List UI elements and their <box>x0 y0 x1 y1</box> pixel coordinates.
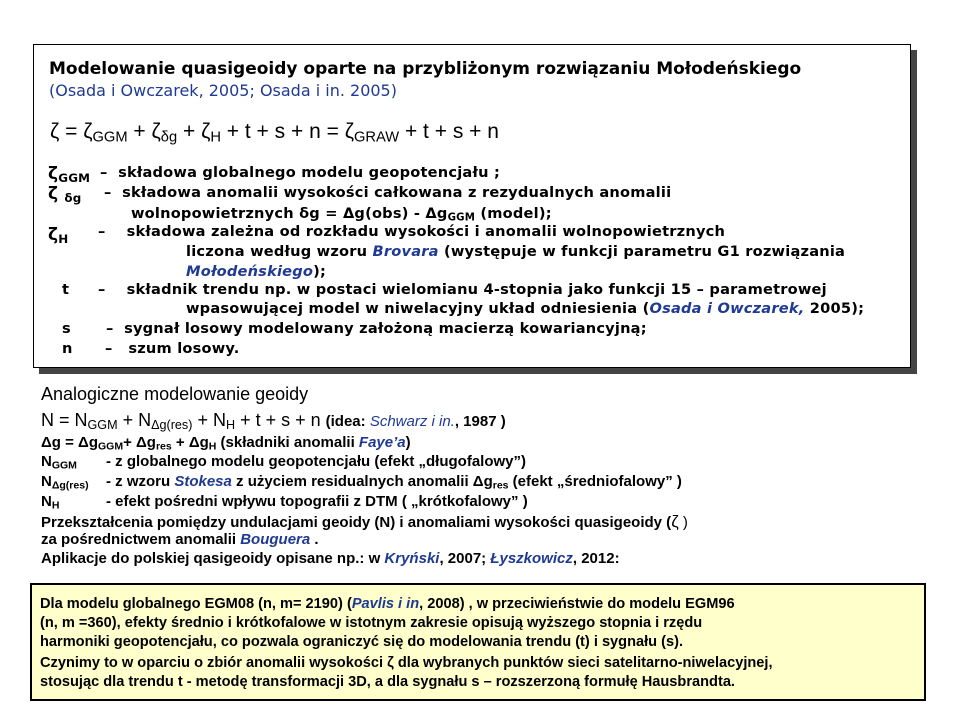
n-dgres-symbol: $N_{\Delta g(res)}$ <box>41 473 89 492</box>
sym-zeta-h: $\zeta_H$ <box>48 225 69 246</box>
item-h-cont2: Mołodeńskiego); <box>186 263 327 280</box>
ref-faye: Faye’a <box>358 434 406 451</box>
ref-osada-owczarek: Osada i Owczarek, <box>649 300 805 317</box>
ref-stokes: Stokesa <box>174 473 232 490</box>
n-h-symbol: $N_H$ <box>41 493 60 512</box>
panel-citation: (Osada i Owczarek, 2005; Osada i in. 2005) <box>49 81 397 100</box>
item-ggm: – składowa globalnego modelu geopotencjału ; <box>100 164 500 181</box>
geoid-equation: $N = N_{GGM} + N_{\Delta g(res)} + N_H + t + s + n$ (idea: Schwarz i in., 1987 ) <box>41 410 506 433</box>
egm08-line-2: (n, m =360), efekty średnio i krótkofalowe w istotnym zakresie opisują wyższego stopnia i rzędu <box>40 615 703 631</box>
sym-s: s <box>62 320 71 337</box>
sym-t: t <box>62 281 70 298</box>
n-dgres-desc: - z wzoru Stokesa z użyciem residualnych anomalii $\Delta g_{res}$ (efekt „średniofalowy” ) <box>106 473 682 492</box>
panel-title: Modelowanie quasigeoidy oparte na przybliżonym rozwiązaniu Mołodeńskiego <box>49 59 802 79</box>
n-ggm-desc: - z globalnego modelu geopotencjału (efekt „długofalowy”) <box>106 453 527 470</box>
ref-bouguer: Bouguera <box>240 531 311 548</box>
ref-krynski: Kryński <box>384 550 440 567</box>
egm08-line-1: Dla modelu globalnego EGM08 (n, m= 2190) (Pavlis i in, 2008) , w przeciwieństwie do modelu EGM96 <box>40 596 735 612</box>
item-t: – składnik trendu np. w postaci wielomianu 4-stopnia jako funkcji 15 – parametrowej <box>98 281 827 298</box>
sym-zeta-ggm: $\zeta_{GGM}$ <box>48 164 91 185</box>
n-ggm-symbol: $N_{GGM}$ <box>41 453 77 472</box>
bouguer-line: za pośrednictwem anomalii Bouguera . <box>41 531 319 548</box>
item-dg: – składowa anomalii wysokości całkowana z rezydualnych anomalii <box>104 184 672 201</box>
item-t-cont: wpasowującej model w niwelacyjny układ odniesienia (Osada i Owczarek, 2005); <box>186 300 865 317</box>
item-h-cont: liczona według wzoru Brovara (występuje w funkcji parametru G1 rozwiązania <box>186 243 846 260</box>
item-dg-cont: wolnopowietrznych $\delta g = \Delta g(obs) - \Delta g_{GGM}$ (model); <box>131 205 552 224</box>
quasigeoid-equation: $\zeta = \zeta_{GGM} + \zeta_{\delta g} + \zeta_H + t + s + n = \zeta_{GRAW} + t + s + n$ <box>50 120 499 146</box>
sym-zeta-dg: ζ $_{\delta g}$ <box>48 184 82 205</box>
item-s: – sygnał losowy modelowany założoną macierzą kowariancyjną; <box>106 320 647 337</box>
egm08-line-4: Czynimy to w oparciu o zbiór anomalii wysokości ζ dla wybranych punktów sieci satelitarno-niwelacyjnej, <box>40 655 773 671</box>
ref-lyszkowicz: Łyszkowicz <box>490 550 573 567</box>
item-h: – składowa zależna od rozkładu wysokości i anomalii wolnopowietrznych <box>98 223 726 240</box>
ref-brovar: Brovara <box>372 243 439 260</box>
transformation-line: Przekształcenia pomiędzy undulacjami geoidy (N) i anomaliami wysokości quasigeoidy (ζ ) <box>41 512 688 531</box>
item-n: – szum losowy. <box>105 340 240 357</box>
geoid-heading: Analogiczne modelowanie geoidy <box>41 384 309 404</box>
applications-line: Aplikacje do polskiej qasigeoidy opisane np.: w Kryński, 2007; Łyszkowicz, 2012: <box>41 550 620 567</box>
ref-molodensky: Mołodeńskiego <box>186 263 314 280</box>
sym-n: n <box>62 340 73 357</box>
anomaly-components: $\Delta g = \Delta g_{GGM}+ \Delta g_{res} + \Delta g_H$ (składniki anomalii Faye’a) <box>41 434 411 453</box>
ref-pavlis: Pavlis i in <box>351 596 420 612</box>
ref-schwarz: Schwarz i in. <box>369 413 455 430</box>
egm08-line-3: harmoniki geopotencjału, co pozwala ograniczyć się do modelowania trendu (t) i sygnału (s). <box>40 634 684 650</box>
egm08-line-5: stosując dla trendu t - metodę transformacji 3D, a dla sygnału s – rozszerzoną formułę Hausbrandta. <box>40 674 735 690</box>
n-h-desc: - efekt pośredni wpływu topografii z DTM ( „krótkofalowy” ) <box>106 493 528 510</box>
